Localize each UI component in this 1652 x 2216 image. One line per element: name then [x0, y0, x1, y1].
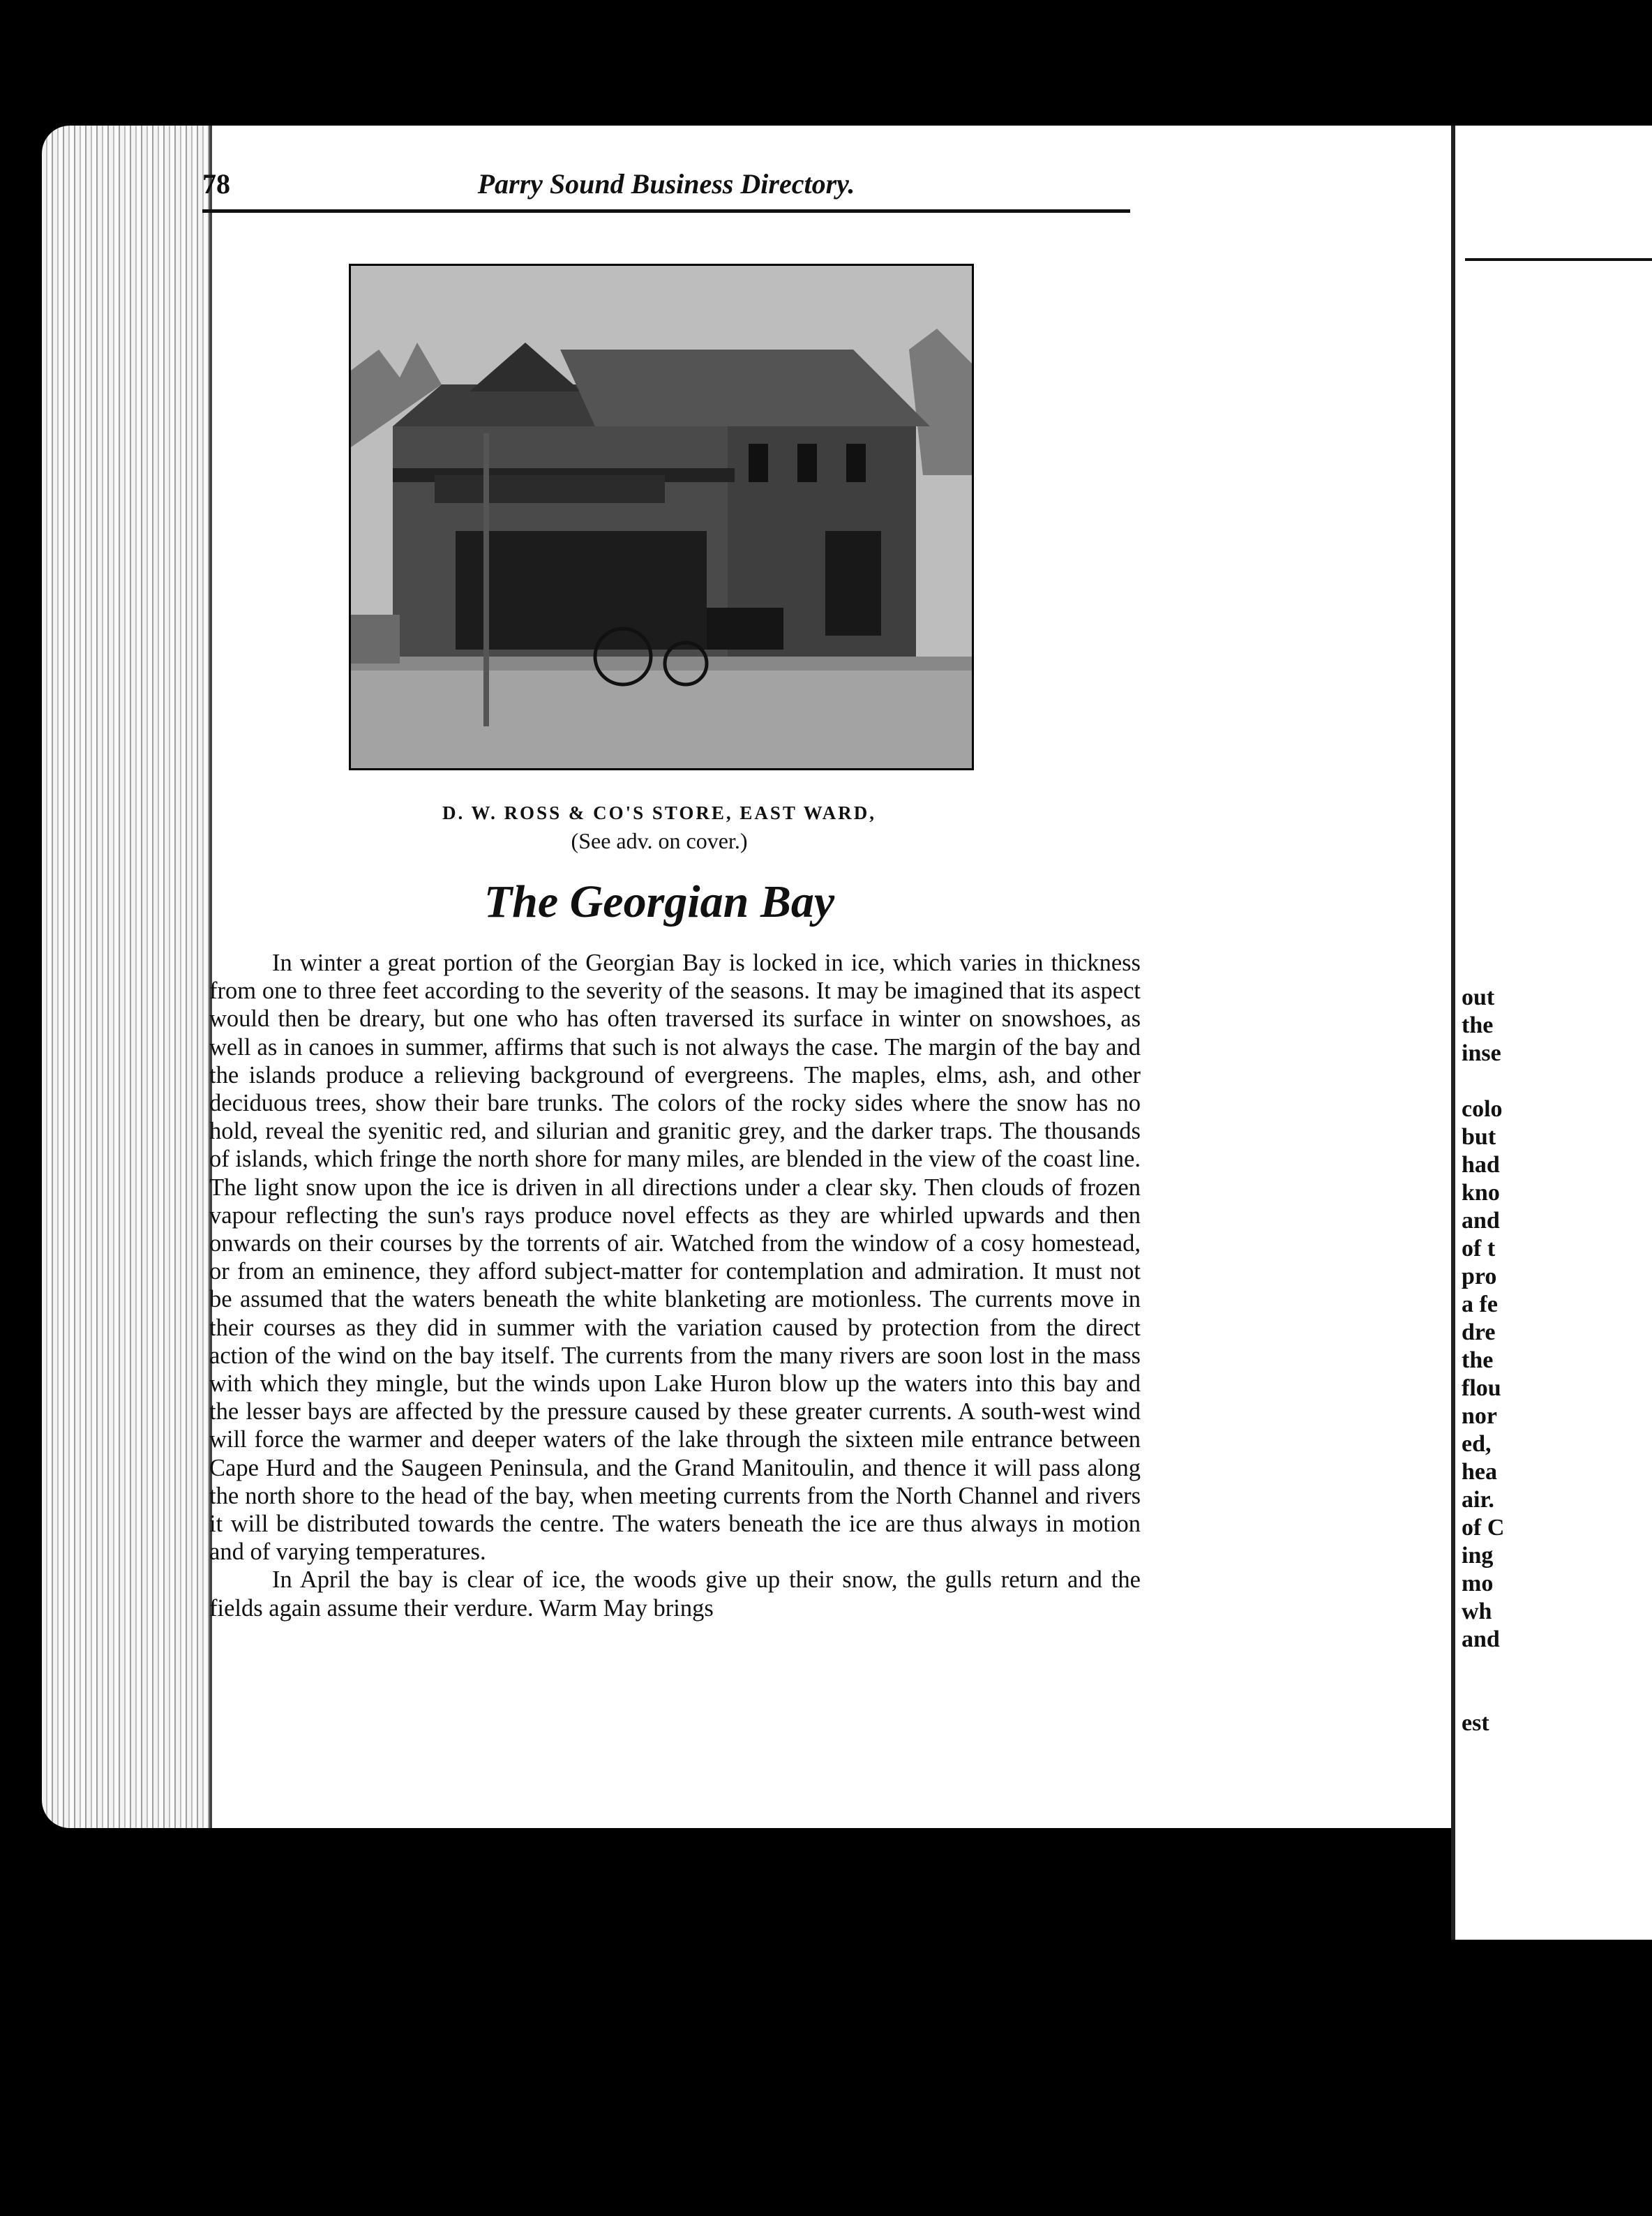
facing-line: pro: [1462, 1264, 1497, 1289]
running-head: [202, 167, 1130, 213]
facing-line: and: [1462, 1208, 1500, 1234]
caption-title: D. W. ROSS & CO'S STORE, EAST WARD,: [442, 802, 876, 823]
book-page-edges: [42, 126, 223, 1828]
page-number: 78: [202, 168, 230, 200]
article-title: The Georgian Bay: [483, 876, 835, 927]
facing-line: ed,: [1462, 1431, 1492, 1457]
facing-line: a fe: [1462, 1292, 1498, 1317]
facing-line: the: [1462, 1347, 1494, 1373]
paragraph: In winter a great portion of the Georgian Bay is locked in ice, which varies in thickness from one to three feet according to the severity of the seasons. It may be imagined that its aspect would then be dreary, but one who has often traversed its surface in winter on snowshoes, as well as in canoes in summer, affirms that such is not always the case. The margin of the bay and the islands produce a relieving background of evergreens. The maples, elms, ash, and other deciduous trees, show their bare trunks. The colors of the rocky sides where the snow has no hold, reveal the syenitic red, and silurian and granitic grey, and the darker traps. The thousands of islands, which fringe the north shore for many miles, are blended in the view of the coast line. The light snow upon the ice is driven in all directions under a clear sky. Then clouds of frozen vapour reflecting the sun's rays produce novel effects as they are whirled upwards and then onwards on their courses by the torrents of air. Watched from the window of a cosy homestead, or from an eminence, they afford subject-matter for contemplation and admiration. It must not be assumed that the waters beneath the white blanketing are motionless. The currents move in their courses as they did in summer with the variation caused by protection from the direct action of the wind on the bay itself. The currents from the many rivers are soon lost in the mass with which they mingle, but the winds upon Lake Huron blow up the waters into this bay and the lesser bays are affected by the pressure caused by these greater currents. A south-west wind will force the warmer and deeper waters of the lake through the sixteen mile entrance between Cape Hurd and the Saugeen Peninsula, and the Grand Manitoulin, and thence it will pass along the north shore to the head of the bay, when meeting currents from the North Channel and rivers it will be distributed towards the centre. The waters beneath the ice are thus always in motion and of varying temperatures.: [209, 950, 1141, 1566]
facing-page-rule: [1465, 258, 1652, 261]
facing-line: but: [1462, 1124, 1496, 1150]
facing-line: hea: [1462, 1459, 1497, 1485]
facing-line: of C: [1462, 1515, 1505, 1541]
facing-line: dre: [1462, 1319, 1496, 1345]
store-photograph: [349, 264, 974, 770]
facing-line: out: [1462, 985, 1495, 1010]
store-building-illustration: [351, 266, 972, 768]
running-title: Parry Sound Business Directory.: [477, 168, 855, 200]
facing-line: flou: [1462, 1375, 1501, 1401]
facing-line: colo: [1462, 1096, 1503, 1122]
facing-line: inse: [1462, 1040, 1501, 1066]
facing-page-text: [1462, 984, 1650, 1737]
facing-line: [1462, 1654, 1650, 1682]
facing-line: [1462, 1682, 1650, 1709]
paragraph: In April the bay is clear of ice, the woods give up their snow, the gulls return and the fields again assume their verdure. Warm May brings: [209, 1566, 1141, 1622]
facing-line: air.: [1462, 1487, 1494, 1513]
facing-line: [1462, 1068, 1650, 1095]
facing-line: wh: [1462, 1599, 1492, 1624]
facing-line: had: [1462, 1152, 1500, 1178]
facing-line: est: [1462, 1710, 1489, 1736]
caption-note: (See adv. on cover.): [571, 828, 748, 853]
figure-caption: [349, 802, 970, 854]
facing-line: mo: [1462, 1571, 1494, 1596]
article-body: [209, 949, 1141, 1622]
facing-line: and: [1462, 1626, 1500, 1652]
facing-line: of t: [1462, 1236, 1496, 1262]
facing-line: nor: [1462, 1403, 1497, 1429]
facing-line: kno: [1462, 1180, 1500, 1206]
facing-line: ing: [1462, 1543, 1494, 1569]
facing-line: the: [1462, 1012, 1494, 1038]
